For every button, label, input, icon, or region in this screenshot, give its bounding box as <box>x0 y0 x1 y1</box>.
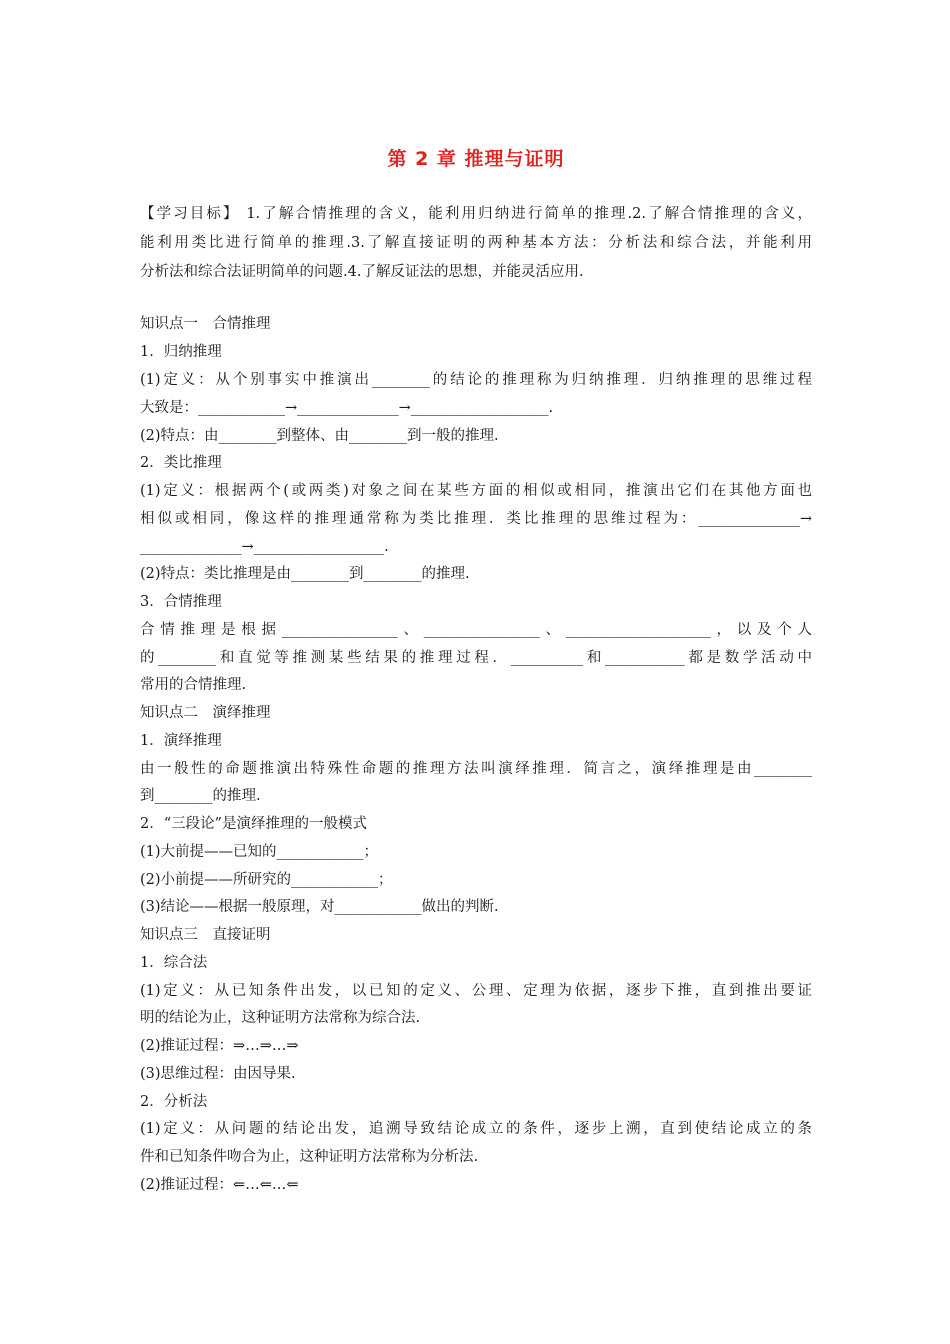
section-heading-3: 知识点三 直接证明 <box>140 927 271 943</box>
paragraph-line: 相似或相同，像这样的推理通常称为类比推理．类比推理的思维过程为：______________→ <box>140 511 812 527</box>
paragraph-line: (1)定义：从已知条件出发，以已知的定义、公理、定理为依据，逐步下推，直到推出要证 <box>140 983 812 999</box>
subheading-synthetic: 1．综合法 <box>140 955 208 971</box>
paragraph-line: (2)特点：由________到整体、由________到一般的推理. <box>140 428 499 444</box>
paragraph-line: (1)定义：根据两个(或两类)对象之间在某些方面的相似或相同，推演出它们在其他方面也 <box>140 483 812 499</box>
paragraph-line: ______________→__________________. <box>140 539 389 555</box>
paragraph-line: 合情推理是根据________________、________________、____________________，以及个人 <box>140 622 812 638</box>
subheading-deductive: 1．演绎推理 <box>140 733 222 749</box>
section-heading-1: 知识点一 合情推理 <box>140 316 271 332</box>
paragraph-line: (1)定义：从个别事实中推演出________的结论的推理称为归纳推理．归纳推理的思维过程 <box>140 372 812 388</box>
objectives-line-2: 能利用类比进行简单的推理.3.了解直接证明的两种基本方法：分析法和综合法，并能利用 <box>140 235 812 251</box>
paragraph-line: 常用的合情推理. <box>140 677 247 693</box>
objectives-line-1: 【学习目标】 1.了解合情推理的含义，能利用归纳进行简单的推理.2.了解合情推理的含义， <box>140 206 812 222</box>
paragraph-line: 由一般性的命题推演出特殊性命题的推理方法叫演绎推理．简言之，演绎推理是由________ <box>140 761 812 777</box>
paragraph-line: (2)推证过程：⇐…⇐…⇐ <box>140 1177 299 1193</box>
paragraph-line: (1)大前提——已知的____________； <box>140 844 379 860</box>
subheading-plausible: 3．合情推理 <box>140 594 222 610</box>
paragraph-line: 明的结论为止，这种证明方法常称为综合法. <box>140 1010 421 1026</box>
subheading-syllogism: 2．“三段论”是演绎推理的一般模式 <box>140 816 368 832</box>
subheading-inductive: 1．归纳推理 <box>140 344 222 360</box>
chapter-title: 第 2 章 推理与证明 <box>387 148 565 170</box>
paragraph-line: 件和已知条件吻合为止，这种证明方法常称为分析法. <box>140 1149 479 1165</box>
paragraph-line: (2)特点：类比推理是由________到________的推理. <box>140 566 470 582</box>
paragraph-line: (1)定义：从问题的结论出发，追溯导致结论成立的条件，逐步上溯，直到使结论成立的条 <box>140 1121 812 1137</box>
subheading-analogical: 2．类比推理 <box>140 455 222 471</box>
paragraph-line: (2)小前提——所研究的____________； <box>140 872 393 888</box>
paragraph-line: 的________和直觉等推测某些结果的推理过程．__________和___________都是数学活动中 <box>140 650 812 666</box>
paragraph-line: (2)推证过程：⇒…⇒…⇒ <box>140 1038 299 1054</box>
objectives-line-3: 分析法和综合法证明简单的问题.4.了解反证法的思想，并能灵活应用. <box>140 264 584 280</box>
paragraph-line: (3)结论——根据一般原理，对____________做出的判断. <box>140 899 499 915</box>
paragraph-line: 到________的推理. <box>140 788 261 804</box>
section-heading-2: 知识点二 演绎推理 <box>140 705 271 721</box>
paragraph-line: (3)思维过程：由因导果. <box>140 1066 296 1082</box>
paragraph-line: 大致是：____________→______________→___________________. <box>140 400 554 416</box>
subheading-analytic: 2．分析法 <box>140 1094 208 1110</box>
